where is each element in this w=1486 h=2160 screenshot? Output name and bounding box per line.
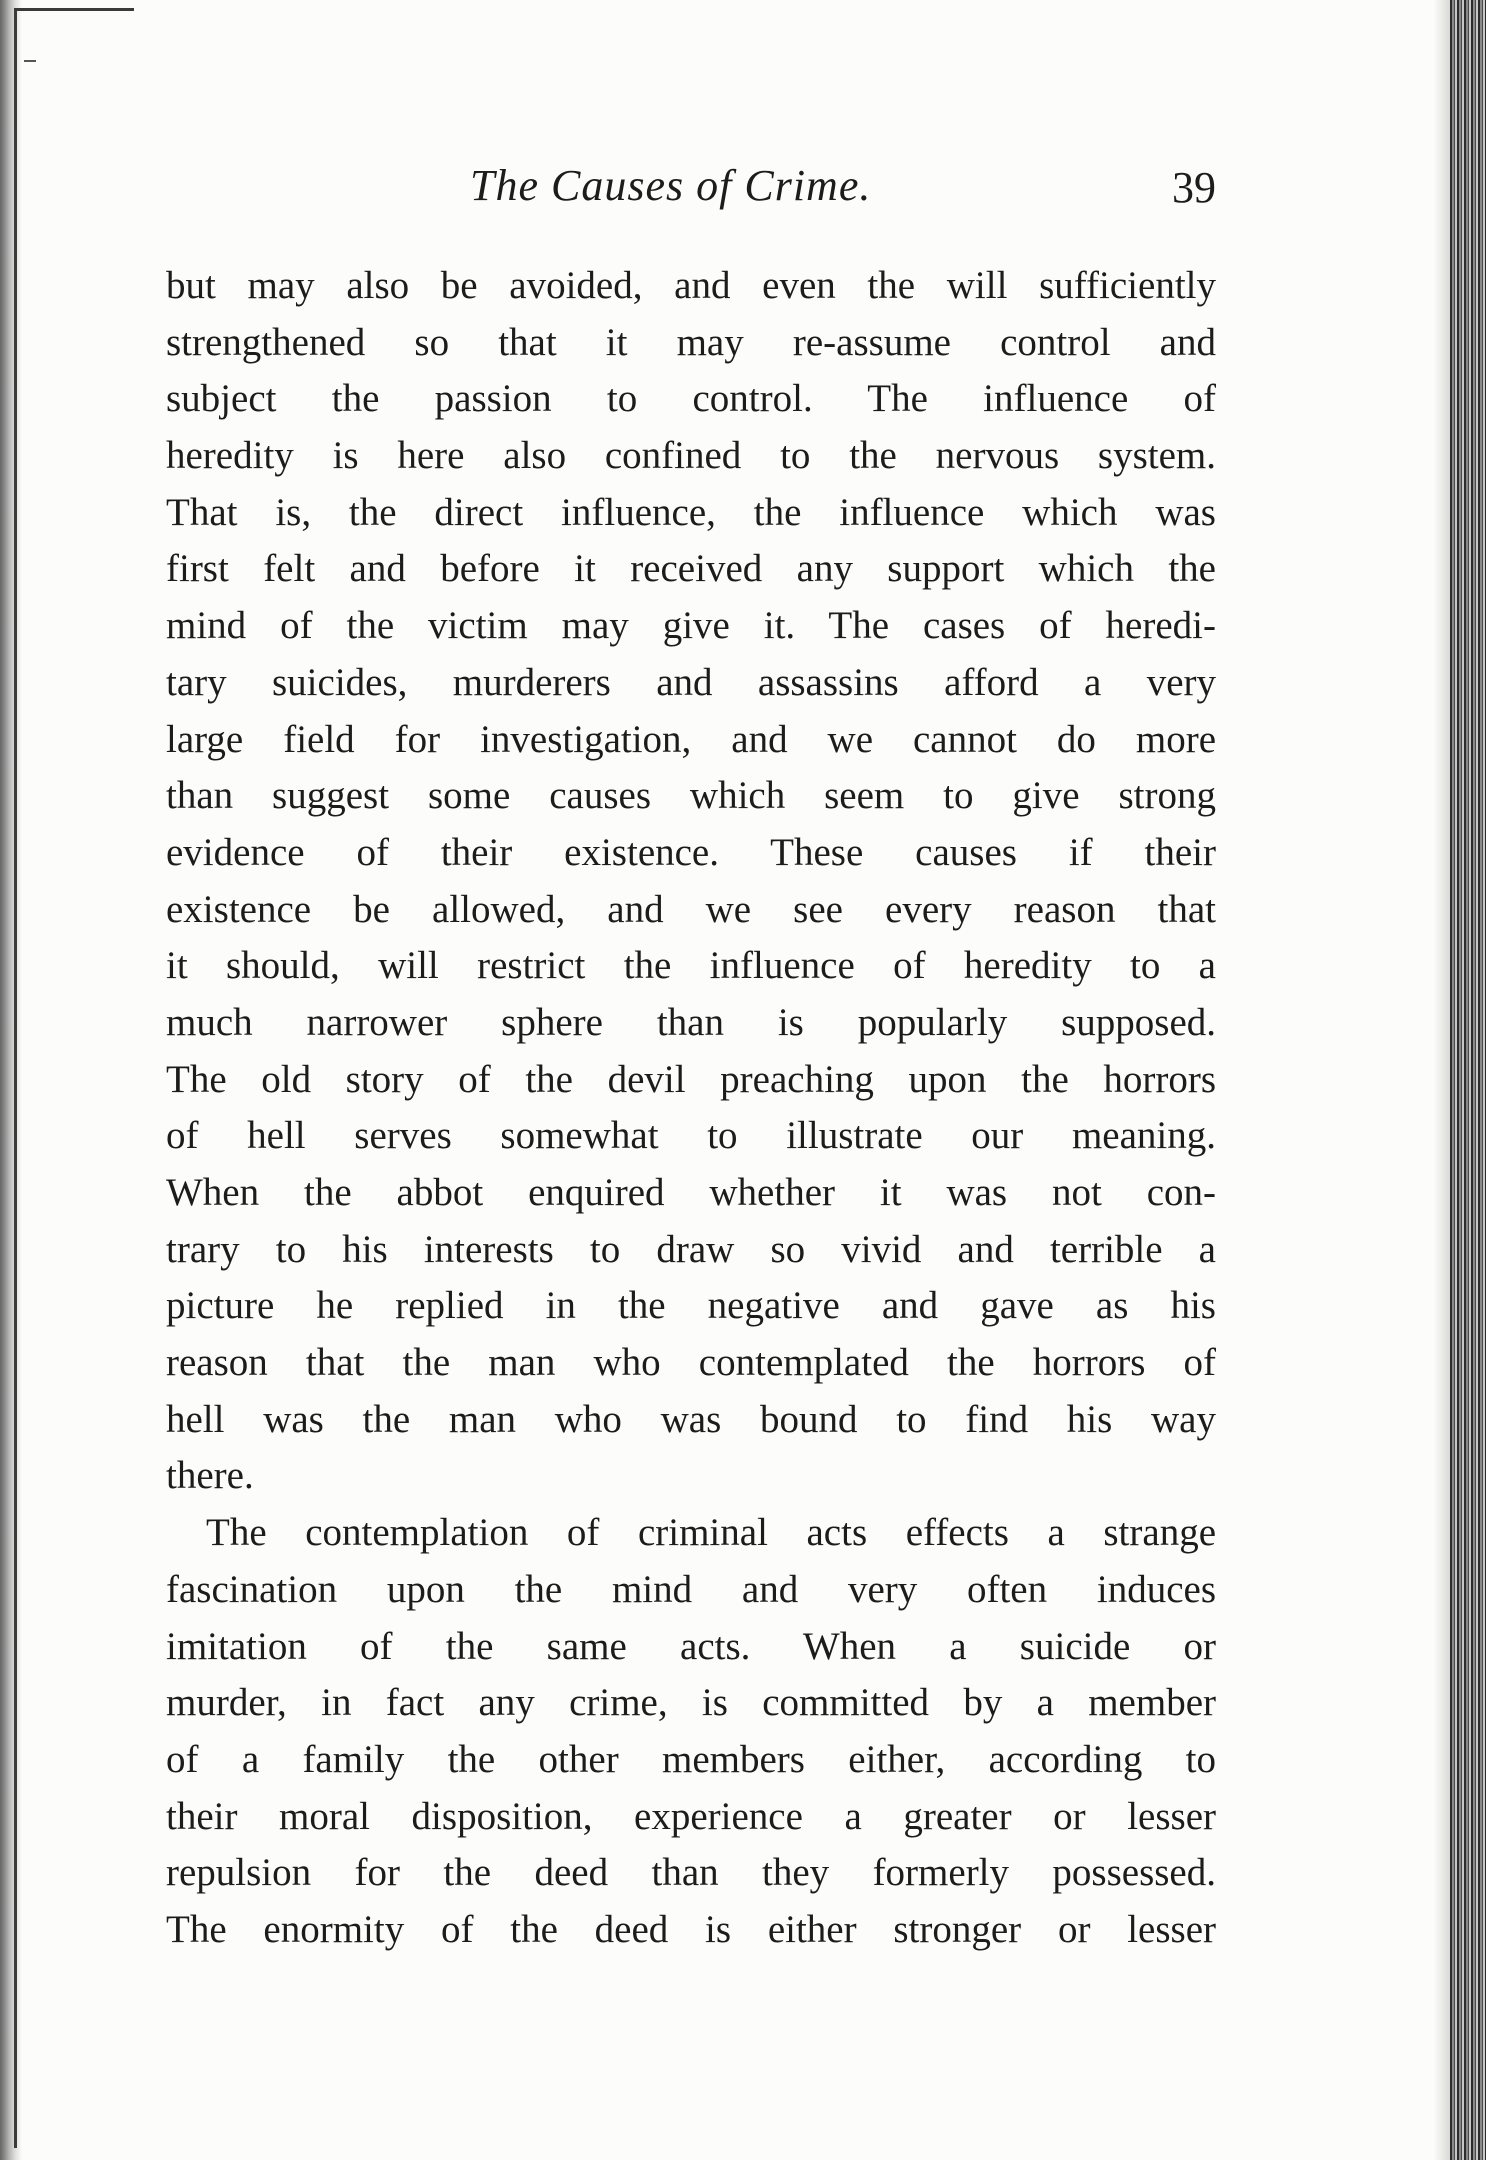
text-line: fascination upon the mind and very often induces xyxy=(166,1567,1216,1611)
running-header xyxy=(166,160,1216,230)
text-line: imitation of the same acts. When a suicide or xyxy=(166,1624,1216,1668)
text-line: That is, the direct influence, the influence which was xyxy=(166,490,1216,534)
text-line: there. xyxy=(166,1454,254,1498)
scan-top-rule xyxy=(14,8,134,11)
text-line: reason that the man who contemplated the horrors of xyxy=(166,1341,1216,1385)
text-line: of hell serves somewhat to illustrate our meaning. xyxy=(166,1114,1216,1158)
text-line: existence be allowed, and we see every reason that xyxy=(166,887,1216,931)
text-line: repulsion for the deed than they formerly possessed. xyxy=(166,1851,1216,1895)
scan-right-edge xyxy=(1450,0,1486,2160)
text-line: The old story of the devil preaching upon the horrors xyxy=(166,1057,1216,1101)
text-line: their moral disposition, experience a greater or lesser xyxy=(166,1794,1216,1838)
text-line: strengthened so that it may re-assume control and xyxy=(166,320,1216,364)
text-line: large field for investigation, and we cannot do more xyxy=(166,717,1216,761)
text-line: tary suicides, murderers and assassins afford a very xyxy=(166,660,1216,704)
text-line: murder, in fact any crime, is committed by a member xyxy=(166,1681,1216,1725)
text-line: The enormity of the deed is either stronger or lesser xyxy=(166,1907,1216,1951)
text-line: than suggest some causes which seem to give strong xyxy=(166,774,1216,818)
scan-left-rule xyxy=(14,8,17,2148)
text-line: hell was the man who was bound to find his way xyxy=(166,1397,1216,1441)
text-line: heredity is here also confined to the nervous system. xyxy=(166,434,1216,478)
scan-right-shadow xyxy=(1434,0,1450,2160)
text-line: evidence of their existence. These causes if their xyxy=(166,830,1216,874)
text-line: it should, will restrict the influence of heredity to a xyxy=(166,944,1216,988)
text-line: much narrower sphere than is popularly supposed. xyxy=(166,1000,1216,1044)
page-number: 39 xyxy=(1172,163,1216,212)
text-line: trary to his interests to draw so vivid and terrible a xyxy=(166,1227,1216,1271)
text-line: When the abbot enquired whether it was not con- xyxy=(166,1171,1216,1214)
scan-mark xyxy=(24,60,36,62)
running-title: The Causes of Crime. xyxy=(470,161,872,210)
text-line: picture he replied in the negative and gave as his xyxy=(166,1284,1216,1328)
paragraph-first-line: The contemplation of criminal acts effects a strange xyxy=(206,1511,1216,1555)
text-line: mind of the victim may give it. The cases of heredi- xyxy=(166,604,1216,648)
scan-left-edge xyxy=(0,0,22,2160)
text-line: first felt and before it received any support which the xyxy=(166,547,1216,591)
body-text xyxy=(166,258,1216,1959)
text-line: of a family the other members either, according to xyxy=(166,1737,1216,1781)
text-line: but may also be avoided, and even the will sufficiently xyxy=(166,264,1216,307)
text-line: subject the passion to control. The influence of xyxy=(166,377,1216,421)
